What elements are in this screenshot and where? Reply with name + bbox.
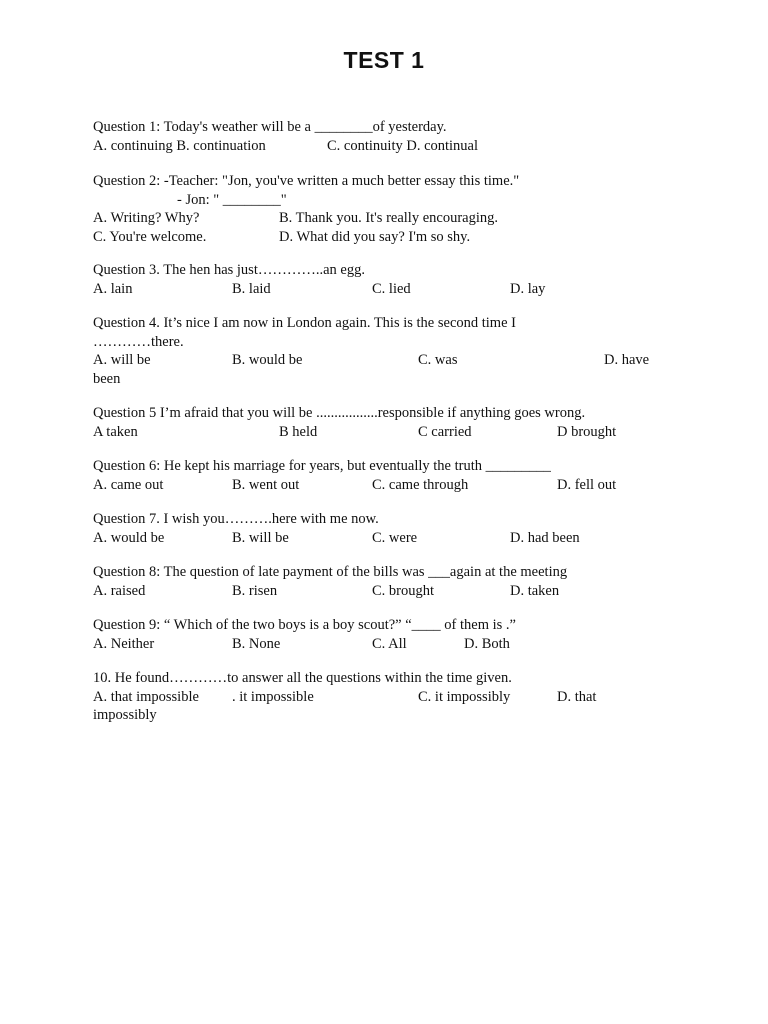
option-d: D. had been <box>510 529 580 546</box>
question-stem-continued: …………there. <box>93 333 184 350</box>
question-7 <box>93 510 693 547</box>
option-d: D. Both <box>464 635 510 652</box>
question-stem: Question 2: -Teacher: "Jon, you've written a much better essay this time." <box>93 173 520 189</box>
question-stem: Question 3. The hen has just…………..an egg. <box>93 262 365 278</box>
option-d: D. fell out <box>557 476 617 493</box>
option-d-wrapped: impossibly <box>93 707 157 723</box>
option-a: A. raised <box>93 582 146 599</box>
option-c: C. You're welcome. <box>93 228 207 245</box>
option-a: A. will be <box>93 352 151 368</box>
option-a: A. lain <box>93 280 133 297</box>
option-c: C carried <box>418 423 472 440</box>
question-stem: Question 8: The question of late payment of the bills was ___again at the meeting <box>93 564 568 580</box>
option-b: B held <box>279 423 318 440</box>
option-b: B. would be <box>232 352 303 368</box>
option-b: . it impossible <box>232 688 314 705</box>
option-c: C. brought <box>372 582 435 599</box>
question-stem: Question 5 I’m afraid that you will be .................responsible if anything goes wrong. <box>93 405 586 421</box>
option-b: B. Thank you. It's really encouraging. <box>279 210 498 226</box>
option-b: B. will be <box>232 529 289 546</box>
question-stem: Question 1: Today's weather will be a ________of yesterday. <box>93 119 447 135</box>
document-title: TEST 1 <box>343 47 425 73</box>
option-b: B. risen <box>232 582 278 599</box>
option-c: C. came through <box>372 476 469 493</box>
option-cd: C. continuity D. continual <box>327 137 479 154</box>
question-stem: Question 6: He kept his marriage for years, but eventually the truth _________ <box>93 458 551 474</box>
option-c: C. were <box>372 529 418 546</box>
option-c: C. was <box>418 352 458 368</box>
option-d-wrapped: been <box>93 370 121 387</box>
question-1 <box>93 118 693 155</box>
option-d: D. lay <box>510 280 546 297</box>
option-a: A taken <box>93 423 138 440</box>
option-b: B. went out <box>232 476 300 493</box>
question-3 <box>93 261 693 298</box>
option-a: A. Neither <box>93 635 155 652</box>
option-d: D. taken <box>510 582 560 599</box>
question-stem: Question 4. It’s nice I am now in London again. This is the second time I <box>93 315 516 331</box>
question-stem: 10. He found…………to answer all the questions within the time given. <box>93 670 512 686</box>
option-a: A. came out <box>93 476 164 493</box>
question-stem: Question 9: “ Which of the two boys is a boy scout?” “____ of them is .” <box>93 617 516 633</box>
question-2 <box>93 172 693 246</box>
option-c: C. it impossibly <box>418 688 511 705</box>
option-c: C. lied <box>372 280 411 297</box>
option-a: A. would be <box>93 529 165 546</box>
question-stem-continued: - Jon: " ________" <box>177 191 287 208</box>
question-5 <box>93 404 693 441</box>
question-4 <box>93 314 693 388</box>
question-10 <box>93 669 693 725</box>
option-d: D. have <box>604 352 650 368</box>
option-a: A. that impossible <box>93 688 199 705</box>
question-stem: Question 7. I wish you……….here with me now. <box>93 511 379 527</box>
option-c: C. All <box>372 635 407 652</box>
option-b: B. None <box>232 635 281 652</box>
option-d: D brought <box>557 423 617 440</box>
question-9 <box>93 616 693 653</box>
option-a: A. Writing? Why? <box>93 210 200 226</box>
option-b: B. laid <box>232 280 271 297</box>
question-8 <box>93 563 693 600</box>
option-ab: A. continuing B. continuation <box>93 137 266 154</box>
question-6 <box>93 457 693 494</box>
option-d: D. that <box>557 688 597 705</box>
option-d: D. What did you say? I'm so shy. <box>279 228 471 245</box>
